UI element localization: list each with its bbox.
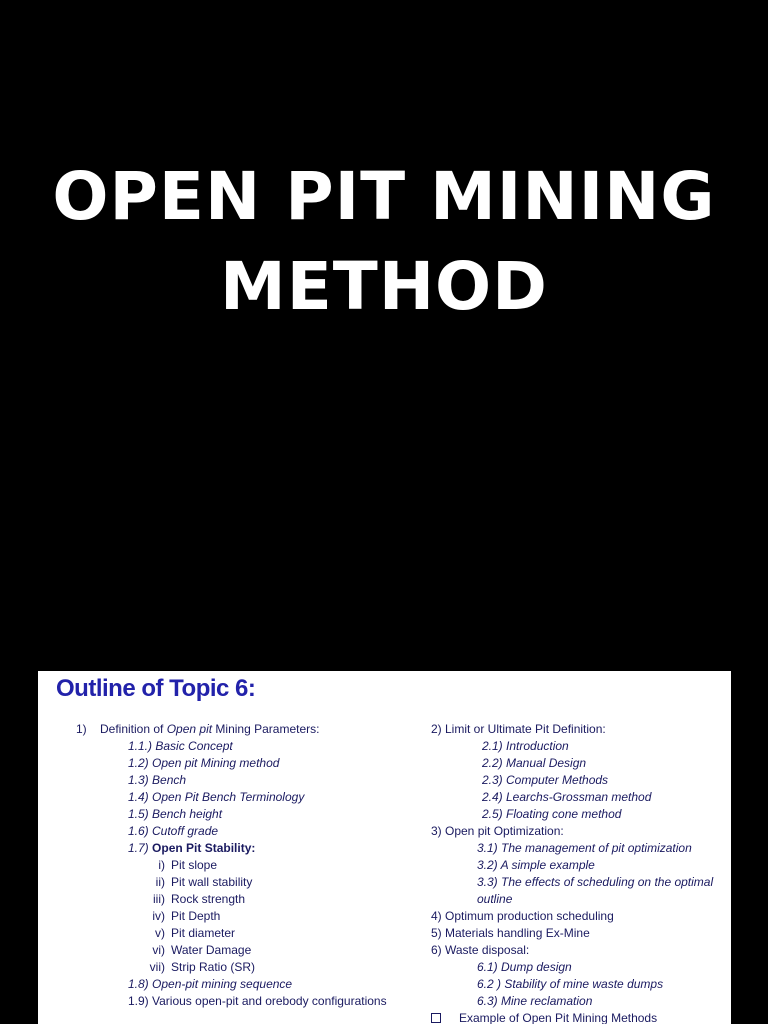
stability-item: iv) Pit Depth [152,909,221,923]
stability-item: ii) Pit wall stability [155,875,253,889]
outline-subitem: 1.3) Bench [128,773,187,787]
outline-subitem: 2.5) Floating cone method [482,807,622,821]
outline-item-1: 1) Definition of Open pit Mining Parameters: [76,722,320,736]
outline-subitem: 1.2) Open pit Mining method [128,756,280,770]
page-title [0,152,768,332]
outline-subitem: 1.8) Open-pit mining sequence [128,977,293,991]
outline-subitem: 6.2 ) Stability of mine waste dumps [477,977,664,991]
outline-subitem: 2.2) Manual Design [482,756,587,770]
outline-item-3: 3) Open pit Optimization: [431,824,564,838]
stability-item: vii) Strip Ratio (SR) [149,960,256,974]
outline-item-2: 2) Limit or Ultimate Pit Definition: [431,722,606,736]
outline-item-4: 4) Optimum production scheduling [431,909,614,923]
stability-item: iii) Rock strength [153,892,246,906]
title-line-1: OPEN PIT MINING [52,158,716,235]
checkbox-bullet-icon [431,1013,441,1023]
outline-subitem: 1.5) Bench height [128,807,223,821]
outline-item-6: 6) Waste disposal: [431,943,530,957]
outline-left-column [76,721,416,1010]
stability-item: v) Pit diameter [155,926,236,940]
outline-subitem: 3.1) The management of pit optimization [477,841,692,855]
outline-heading: Outline of Topic 6: [56,675,256,702]
outline-subitem: 2.3) Computer Methods [482,773,609,787]
outline-subitem: 1.4) Open Pit Bench Terminology [128,790,305,804]
stability-item: vi) Water Damage [152,943,252,957]
outline-item-5: 5) Materials handling Ex-Mine [431,926,590,940]
outline-subitem: 6.3) Mine reclamation [477,994,593,1008]
outline-subitem: 1.6) Cutoff grade [128,824,219,838]
outline-subitem: 2.4) Learchs-Grossman method [482,790,652,804]
outline-subitem-stability: 1.7) Open Pit Stability: [128,841,256,855]
outline-subitem: outline [477,892,513,906]
outline-subitem: 2.1) Introduction [482,739,569,753]
outline-item-last: Example of Open Pit Mining Methods [431,1010,731,1024]
outline-subitem: 3.3) The effects of scheduling on the optimal [477,875,714,889]
outline-slide-image [38,671,731,1024]
stability-item: i) Pit slope [158,858,218,872]
outline-subitem: 3.2) A simple example [477,858,595,872]
outline-right-column [431,721,731,1024]
outline-subitem: 1.9) Various open-pit and orebody configurations [128,994,387,1008]
title-line-2: METHOD [220,248,548,325]
outline-subitem: 6.1) Dump design [477,960,572,974]
outline-subitem: 1.1.) Basic Concept [128,739,233,753]
